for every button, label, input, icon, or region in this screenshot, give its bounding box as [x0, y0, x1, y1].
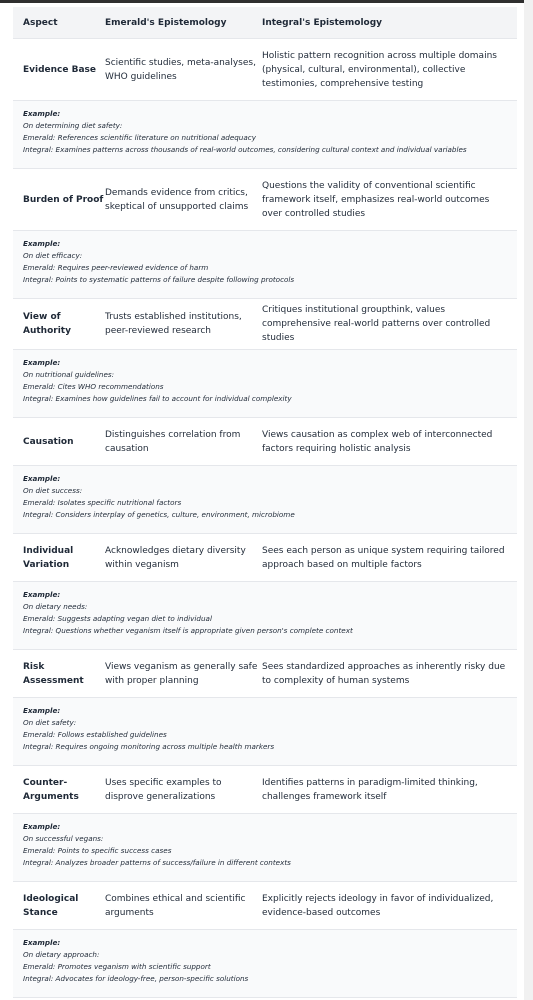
- example-emerald: Emerald: Isolates specific nutritional factors: [23, 498, 182, 507]
- example-integral: Integral: Analyzes broader patterns of success/failure in different contexts: [23, 858, 291, 867]
- example-title: Example:: [23, 706, 61, 715]
- aspect-cell: Counter-Arguments: [23, 777, 79, 802]
- header-integral: Integral's Epistemology: [262, 17, 383, 28]
- example-integral: Integral: Examines how guidelines fail to account for individual complexity: [23, 394, 292, 403]
- table-row-individual-variation: [13, 534, 517, 582]
- example-emerald: Emerald: Follows established guidelines: [23, 730, 167, 739]
- table-row-counter-arguments: [13, 766, 517, 814]
- example-context: On nutritional guidelines:: [23, 370, 115, 379]
- emerald-cell: Distinguishes correlation from causation: [105, 429, 241, 454]
- emerald-cell: Demands evidence from critics, skeptical of unsupported claims: [105, 187, 249, 212]
- integral-cell: Holistic pattern recognition across multiple domains (physical, cultural, environmental), collective testimonies, comprehensive testing: [262, 50, 497, 89]
- example-integral: Integral: Points to systematic patterns of failure despite following protocols: [23, 275, 295, 284]
- emerald-cell: Combines ethical and scientific arguments: [105, 893, 246, 918]
- table-row-burden-of-proof: [13, 169, 517, 231]
- example-row: [13, 231, 517, 299]
- aspect-cell: View of Authority: [23, 312, 71, 336]
- integral-cell: Sees each person as unique system requiring tailored approach based on multiple factors: [262, 545, 505, 570]
- example-title: Example:: [23, 109, 61, 118]
- example-emerald: Emerald: Requires peer-reviewed evidence of harm: [23, 263, 209, 272]
- scrollbar-track[interactable]: [524, 0, 533, 1000]
- emerald-cell: Trusts established institutions, peer-reviewed research: [105, 312, 242, 336]
- example-title: Example:: [23, 590, 61, 599]
- table-row-causation: [13, 418, 517, 466]
- comparison-table: [13, 7, 517, 998]
- emerald-cell: Scientific studies, meta-analyses, WHO guidelines: [105, 57, 256, 82]
- aspect-cell: Evidence Base: [23, 64, 97, 75]
- emerald-cell: Uses specific examples to disprove generalizations: [105, 777, 222, 802]
- example-emerald: Emerald: Cites WHO recommendations: [23, 382, 164, 391]
- aspect-cell: Ideological Stance: [23, 893, 79, 918]
- example-context: On dietary needs:: [23, 602, 88, 611]
- table-row-risk-assessment: [13, 650, 517, 698]
- integral-cell: Identifies patterns in paradigm-limited thinking, challenges framework itself: [262, 777, 478, 802]
- example-context: On diet efficacy:: [23, 251, 83, 260]
- table-row-evidence-base: [13, 39, 517, 101]
- example-context: On diet success:: [23, 486, 83, 495]
- example-title: Example:: [23, 822, 61, 831]
- aspect-cell: Individual Variation: [23, 545, 74, 570]
- aspect-cell: Risk Assessment: [23, 661, 84, 686]
- example-emerald: Emerald: References scientific literature on nutritional adequacy: [23, 133, 256, 142]
- emerald-cell: Views veganism as generally safe with proper planning: [105, 661, 258, 686]
- example-row: [13, 582, 517, 650]
- example-title: Example:: [23, 474, 61, 483]
- example-integral: Integral: Questions whether veganism itself is appropriate given person's complete context: [23, 626, 353, 635]
- emerald-cell: Acknowledges dietary diversity within veganism: [105, 545, 246, 570]
- integral-cell: Critiques institutional groupthink, values comprehensive real-world patterns over controlled studies: [262, 305, 491, 343]
- integral-cell: Questions the validity of conventional scientific framework itself, emphasizes real-world outcomes over controlled studies: [262, 180, 490, 219]
- aspect-cell: Causation: [23, 436, 74, 447]
- example-row: [13, 698, 517, 766]
- example-context: On diet safety:: [23, 718, 77, 727]
- header-emerald: Emerald's Epistemology: [105, 17, 227, 28]
- window-top-bar: [0, 0, 533, 3]
- example-row: [13, 814, 517, 882]
- example-integral: Integral: Examines patterns across thousands of real-world outcomes, considering cultural context and individual variables: [23, 145, 467, 154]
- integral-cell: Sees standardized approaches as inherently risky due to complexity of human systems: [262, 661, 506, 686]
- example-row: [13, 930, 517, 998]
- example-title: Example:: [23, 358, 61, 367]
- table-row-view-of-authority: [13, 299, 517, 350]
- header-aspect: Aspect: [23, 17, 58, 28]
- integral-cell: Views causation as complex web of interconnected factors requiring holistic analysis: [262, 429, 493, 454]
- example-context: On dietary approach:: [23, 950, 100, 959]
- example-integral: Integral: Requires ongoing monitoring across multiple health markers: [23, 742, 275, 751]
- table-row-ideological-stance: [13, 882, 517, 930]
- example-emerald: Emerald: Promotes veganism with scientific support: [23, 962, 211, 971]
- table-header-row: [13, 7, 517, 39]
- example-context: On successful vegans:: [23, 834, 104, 843]
- example-row: [13, 101, 517, 169]
- example-title: Example:: [23, 239, 61, 248]
- example-integral: Integral: Considers interplay of genetics, culture, environment, microbiome: [23, 510, 295, 519]
- example-emerald: Emerald: Points to specific success cases: [23, 846, 172, 855]
- example-title: Example:: [23, 938, 61, 947]
- integral-cell: Explicitly rejects ideology in favor of individualized, evidence-based outcomes: [262, 893, 494, 918]
- example-row: [13, 350, 517, 418]
- example-context: On determining diet safety:: [23, 121, 123, 130]
- example-integral: Integral: Advocates for ideology-free, person-specific solutions: [23, 974, 249, 983]
- example-emerald: Emerald: Suggests adapting vegan diet to individual: [23, 614, 212, 623]
- example-row: [13, 466, 517, 534]
- aspect-cell: Burden of Proof: [23, 194, 104, 205]
